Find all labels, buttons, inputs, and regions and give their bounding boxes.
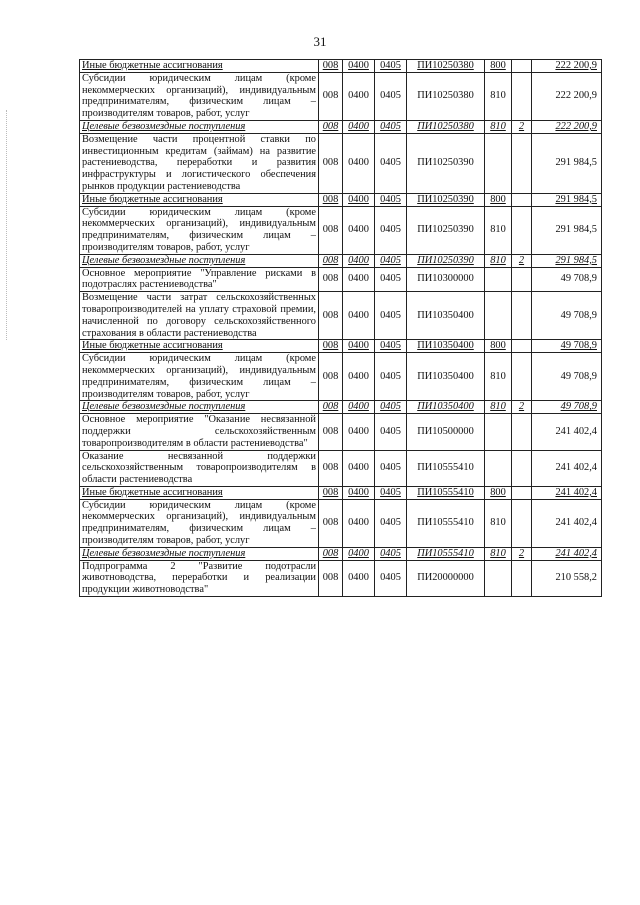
funding-source-code (512, 340, 532, 353)
row-description: Целевые безвозмездные поступления (80, 547, 319, 560)
ministry-code: 008 (319, 206, 343, 254)
budget-table-body (80, 60, 602, 597)
target-article-code: ПИ10350400 (407, 340, 485, 353)
ministry-code: 008 (319, 120, 343, 133)
section-code: 0400 (343, 292, 375, 340)
target-article-code: ПИ10250390 (407, 193, 485, 206)
row-description: Иные бюджетные ассигнования (80, 340, 319, 353)
row-amount: 49 708,9 (532, 292, 602, 340)
expense-type-code (485, 414, 512, 450)
page-number: 31 (313, 34, 327, 49)
expense-type-code: 810 (485, 547, 512, 560)
ministry-code: 008 (319, 193, 343, 206)
table-row (80, 547, 602, 560)
subsection-code: 0405 (375, 401, 407, 414)
row-amount: 291 984,5 (532, 193, 602, 206)
subsection-code: 0405 (375, 120, 407, 133)
row-description: Субсидии юридическим лицам (кроме некоммерческих организаций), индивидуальным предпринимателям, физическим лицам – производителям товаров, работ, услуг (80, 353, 319, 401)
row-amount: 241 402,4 (532, 486, 602, 499)
section-code: 0400 (343, 254, 375, 267)
row-amount: 291 984,5 (532, 254, 602, 267)
expense-type-code: 800 (485, 60, 512, 73)
section-code: 0400 (343, 486, 375, 499)
subsection-code: 0405 (375, 254, 407, 267)
row-amount: 222 200,9 (532, 72, 602, 120)
expense-type-code: 810 (485, 254, 512, 267)
target-article-code: ПИ20000000 (407, 560, 485, 596)
ministry-code: 008 (319, 292, 343, 340)
table-row (80, 72, 602, 120)
expense-type-code: 800 (485, 340, 512, 353)
row-description: Иные бюджетные ассигнования (80, 60, 319, 73)
ministry-code: 008 (319, 401, 343, 414)
table-row (80, 292, 602, 340)
table-row (80, 486, 602, 499)
row-description: Иные бюджетные ассигнования (80, 486, 319, 499)
table-row (80, 60, 602, 73)
section-code: 0400 (343, 133, 375, 193)
row-description: Иные бюджетные ассигнования (80, 193, 319, 206)
section-code: 0400 (343, 267, 375, 292)
subsection-code: 0405 (375, 450, 407, 486)
budget-table (79, 59, 602, 597)
ministry-code: 008 (319, 60, 343, 73)
target-article-code: ПИ10350400 (407, 353, 485, 401)
subsection-code: 0405 (375, 133, 407, 193)
target-article-code: ПИ10250390 (407, 133, 485, 193)
table-row (80, 120, 602, 133)
target-article-code: ПИ10250380 (407, 72, 485, 120)
row-description: Целевые безвозмездные поступления (80, 254, 319, 267)
table-row (80, 353, 602, 401)
row-description: Возмещение части процентной ставки по инвестиционным кредитам (займам) на развитие растениеводства, переработки и развития инфраструктуры и логистического обеспечения рынков продукции растениеводства (80, 133, 319, 193)
target-article-code: ПИ10555410 (407, 486, 485, 499)
row-amount: 291 984,5 (532, 206, 602, 254)
row-description: Субсидии юридическим лицам (кроме некоммерческих организаций), индивидуальным предпринимателям, физическим лицам – производителям товаров, работ, услуг (80, 206, 319, 254)
expense-type-code (485, 267, 512, 292)
expense-type-code: 810 (485, 499, 512, 547)
row-description: Основное мероприятие "Оказание несвязанной поддержки сельскохозяйственным товаропроизводителям в области растениеводства" (80, 414, 319, 450)
funding-source-code (512, 499, 532, 547)
table-row (80, 450, 602, 486)
ministry-code: 008 (319, 414, 343, 450)
funding-source-code (512, 560, 532, 596)
ministry-code: 008 (319, 133, 343, 193)
expense-type-code (485, 292, 512, 340)
section-code: 0400 (343, 560, 375, 596)
row-description: Возмещение части затрат сельскохозяйственных товаропроизводителей на уплату страховой премии, начисленной по договору сельскохозяйственного страхования в области растениеводства (80, 292, 319, 340)
table-row (80, 560, 602, 596)
ministry-code: 008 (319, 267, 343, 292)
subsection-code: 0405 (375, 353, 407, 401)
section-code: 0400 (343, 72, 375, 120)
subsection-code: 0405 (375, 206, 407, 254)
subsection-code: 0405 (375, 560, 407, 596)
table-row (80, 193, 602, 206)
scan-margin-mark (6, 110, 8, 340)
row-amount: 49 708,9 (532, 353, 602, 401)
section-code: 0400 (343, 353, 375, 401)
row-description: Субсидии юридическим лицам (кроме некоммерческих организаций), индивидуальным предпринимателям, физическим лицам – производителям товаров, работ, услуг (80, 499, 319, 547)
ministry-code: 008 (319, 340, 343, 353)
subsection-code: 0405 (375, 267, 407, 292)
expense-type-code: 800 (485, 193, 512, 206)
funding-source-code: 2 (512, 120, 532, 133)
row-amount: 49 708,9 (532, 401, 602, 414)
target-article-code: ПИ10350400 (407, 401, 485, 414)
row-amount: 49 708,9 (532, 340, 602, 353)
ministry-code: 008 (319, 560, 343, 596)
expense-type-code: 810 (485, 401, 512, 414)
target-article-code: ПИ10555410 (407, 547, 485, 560)
funding-source-code (512, 193, 532, 206)
ministry-code: 008 (319, 450, 343, 486)
row-description: Целевые безвозмездные поступления (80, 120, 319, 133)
expense-type-code (485, 560, 512, 596)
expense-type-code: 810 (485, 353, 512, 401)
funding-source-code: 2 (512, 401, 532, 414)
ministry-code: 008 (319, 254, 343, 267)
target-article-code: ПИ10350400 (407, 292, 485, 340)
table-row (80, 499, 602, 547)
subsection-code: 0405 (375, 60, 407, 73)
table-row (80, 414, 602, 450)
table-row (80, 267, 602, 292)
expense-type-code: 810 (485, 72, 512, 120)
funding-source-code (512, 267, 532, 292)
table-row (80, 254, 602, 267)
section-code: 0400 (343, 193, 375, 206)
target-article-code: ПИ10250390 (407, 206, 485, 254)
expense-type-code (485, 450, 512, 486)
row-description: Подпрограмма 2 "Развитие подотрасли животноводства, переработки и реализации продукции животноводства" (80, 560, 319, 596)
ministry-code: 008 (319, 486, 343, 499)
subsection-code: 0405 (375, 72, 407, 120)
expense-type-code: 800 (485, 486, 512, 499)
funding-source-code (512, 450, 532, 486)
row-amount: 241 402,4 (532, 414, 602, 450)
row-amount: 291 984,5 (532, 133, 602, 193)
expense-type-code: 810 (485, 206, 512, 254)
target-article-code: ПИ10555410 (407, 450, 485, 486)
target-article-code: ПИ10500000 (407, 414, 485, 450)
target-article-code: ПИ10250390 (407, 254, 485, 267)
funding-source-code: 2 (512, 547, 532, 560)
subsection-code: 0405 (375, 547, 407, 560)
row-description: Субсидии юридическим лицам (кроме некоммерческих организаций), индивидуальным предпринимателям, физическим лицам – производителям товаров, работ, услуг (80, 72, 319, 120)
expense-type-code (485, 133, 512, 193)
table-row (80, 133, 602, 193)
ministry-code: 008 (319, 72, 343, 120)
table-row (80, 401, 602, 414)
subsection-code: 0405 (375, 499, 407, 547)
funding-source-code (512, 206, 532, 254)
target-article-code: ПИ10300000 (407, 267, 485, 292)
row-amount: 241 402,4 (532, 450, 602, 486)
row-description: Оказание несвязанной поддержки сельскохозяйственным товаропроизводителям в области растениеводства (80, 450, 319, 486)
row-amount: 222 200,9 (532, 60, 602, 73)
section-code: 0400 (343, 340, 375, 353)
funding-source-code (512, 72, 532, 120)
row-amount: 49 708,9 (532, 267, 602, 292)
funding-source-code (512, 414, 532, 450)
row-description: Основное мероприятие "Управление рисками в подотраслях растениеводства" (80, 267, 319, 292)
subsection-code: 0405 (375, 414, 407, 450)
target-article-code: ПИ10250380 (407, 120, 485, 133)
funding-source-code (512, 60, 532, 73)
ministry-code: 008 (319, 499, 343, 547)
target-article-code: ПИ10250380 (407, 60, 485, 73)
funding-source-code (512, 133, 532, 193)
section-code: 0400 (343, 547, 375, 560)
section-code: 0400 (343, 206, 375, 254)
row-description: Целевые безвозмездные поступления (80, 401, 319, 414)
section-code: 0400 (343, 414, 375, 450)
ministry-code: 008 (319, 353, 343, 401)
funding-source-code (512, 292, 532, 340)
funding-source-code (512, 486, 532, 499)
row-amount: 241 402,4 (532, 547, 602, 560)
expense-type-code: 810 (485, 120, 512, 133)
section-code: 0400 (343, 60, 375, 73)
subsection-code: 0405 (375, 486, 407, 499)
table-row (80, 206, 602, 254)
section-code: 0400 (343, 401, 375, 414)
funding-source-code: 2 (512, 254, 532, 267)
row-amount: 210 558,2 (532, 560, 602, 596)
row-amount: 241 402,4 (532, 499, 602, 547)
subsection-code: 0405 (375, 292, 407, 340)
section-code: 0400 (343, 450, 375, 486)
table-row (80, 340, 602, 353)
subsection-code: 0405 (375, 193, 407, 206)
target-article-code: ПИ10555410 (407, 499, 485, 547)
section-code: 0400 (343, 120, 375, 133)
subsection-code: 0405 (375, 340, 407, 353)
section-code: 0400 (343, 499, 375, 547)
funding-source-code (512, 353, 532, 401)
ministry-code: 008 (319, 547, 343, 560)
row-amount: 222 200,9 (532, 120, 602, 133)
